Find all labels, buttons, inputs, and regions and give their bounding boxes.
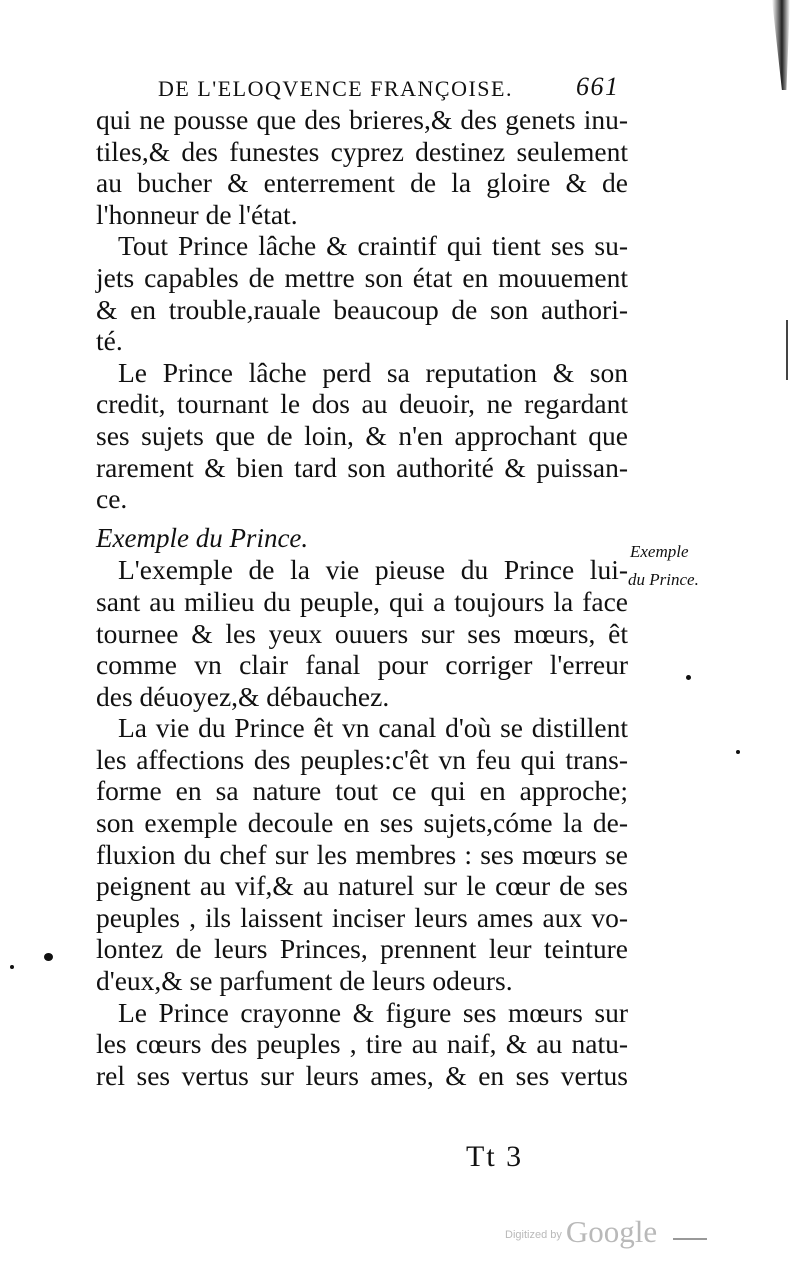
ink-speck [10, 965, 14, 969]
text-line: ses sujets que de loin, & n'en approchant que [96, 419, 628, 451]
running-head-title: DE L'ELOQVENCE FRANÇOISE. [158, 76, 513, 101]
scan-edge-line [786, 320, 788, 380]
text-line: qui ne pousse que des brieres,& des genets inu- [96, 104, 628, 135]
text-line: Tout Prince lâche & craintif qui tient ses su- [118, 230, 628, 262]
text-line: les affections des peuples:c'êt vn feu qui trans- [96, 743, 628, 775]
text-line: son exemple decoule en ses sujets,cóme la de- [96, 807, 628, 839]
text-line: credit, tournant le dos au deuoir, ne regardant [96, 388, 628, 420]
signature-mark: Tt 3 [466, 1140, 524, 1173]
text-line: des déuoyez,& débauchez. [96, 680, 390, 712]
page-number: 661 [576, 72, 620, 101]
text-line: l'honneur de l'état. [96, 198, 298, 230]
text-line: d'eux,& se parfument de leurs odeurs. [96, 965, 513, 997]
section-heading: Exemple du Prince. [96, 522, 309, 553]
digitized-watermark [505, 1214, 707, 1250]
text-line: ce. [96, 483, 128, 515]
text-line: & en trouble,rauale beaucoup de son authori- [96, 293, 628, 325]
text-line: Le Prince lâche perd sa reputation & son [118, 356, 628, 388]
text-line: fluxion du chef sur les membres : ses mœurs se [96, 838, 628, 870]
text-line: forme en sa nature tout ce qui en approche; [96, 775, 628, 807]
text-line: jets capables de mettre son état en mouuement [96, 261, 628, 293]
ink-speck [686, 675, 691, 680]
watermark-rule [673, 1238, 707, 1240]
text-line: tournee & les yeux ouuers sur ses mœurs, êt [96, 617, 628, 649]
text-line: les cœurs des peuples , tire au naif, & au natu- [96, 1028, 628, 1060]
text-line: comme vn clair fanal pour corriger l'erreur [96, 649, 628, 681]
text-line: peignent au vif,& au naturel sur le cœur de ses [96, 870, 628, 902]
text-line: rarement & bien tard son authorité & puissan- [96, 451, 628, 483]
watermark-prefix: Digitized by [505, 1229, 562, 1241]
text-line: lontez de leurs Princes, prennent leur teinture [96, 933, 628, 965]
body-text [96, 104, 628, 1091]
google-logo: Google [565, 1214, 658, 1249]
margin-note [630, 538, 740, 594]
text-line: Le Prince crayonne & figure ses mœurs sur [118, 996, 628, 1028]
text-line: té. [96, 325, 123, 357]
text-line: tiles,& des funestes cyprez destinez seulement [96, 135, 628, 167]
text-line: peuples , ils laissent inciser leurs ames aux vo- [96, 901, 628, 933]
scan-edge-shadow [772, 0, 790, 90]
text-line: L'exemple de la vie pieuse du Prince lui- [118, 554, 628, 586]
text-line: sant au milieu du peuple, qui a toujours la face [96, 585, 628, 617]
margin-note-line: Exemple [630, 542, 689, 561]
text-line: rel ses vertus sur leurs ames, & en ses vertus [96, 1059, 628, 1091]
text-line: La vie du Prince êt vn canal d'où se distillent [118, 712, 628, 744]
margin-note-line: du Prince. [628, 570, 699, 589]
text-line: au bucher & enterrement de la gloire & de [96, 167, 628, 199]
ink-speck [736, 750, 740, 754]
ink-speck [44, 953, 53, 961]
running-head [158, 72, 628, 106]
